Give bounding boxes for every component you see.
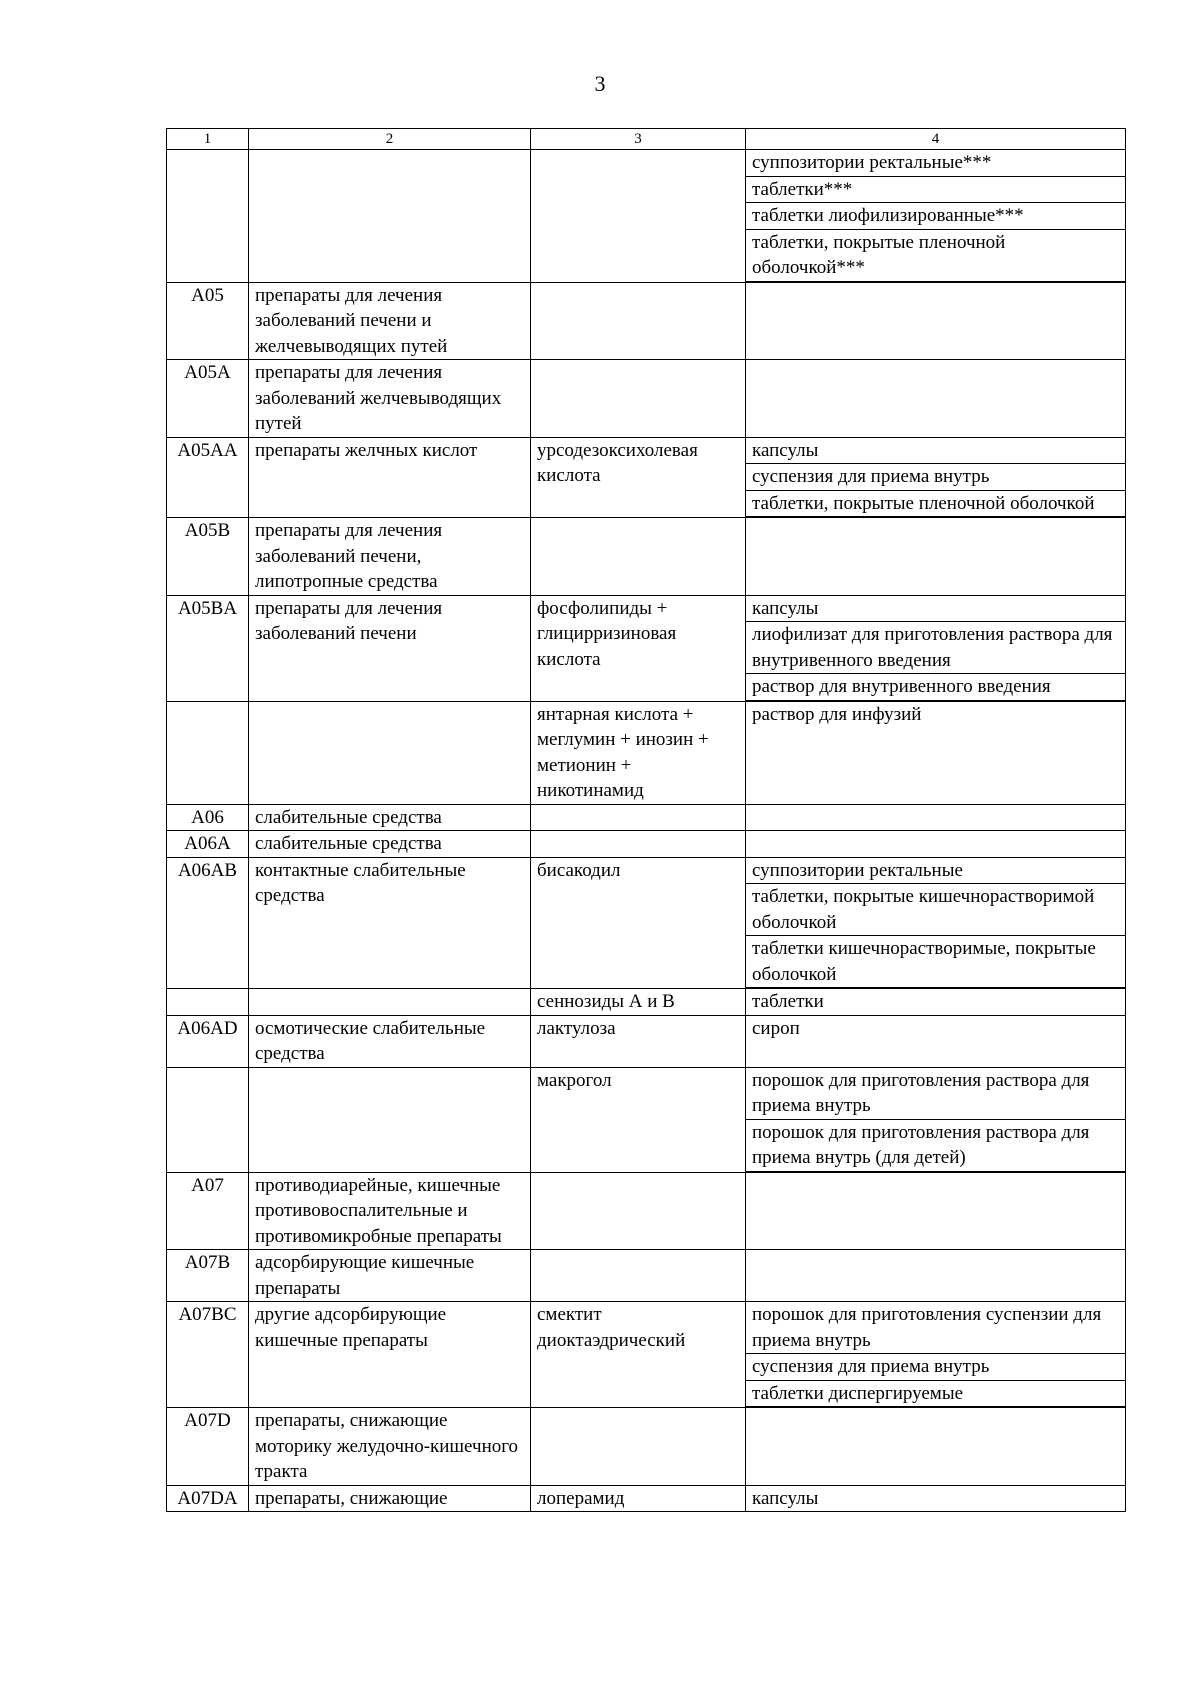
table-row bbox=[167, 1485, 1126, 1512]
dosage-form: суспензия для приема внутрь bbox=[746, 1353, 1125, 1380]
dosage-form: таблетки*** bbox=[746, 176, 1125, 203]
dosage-form: порошок для приготовления раствора для приема внутрь bbox=[752, 1069, 1090, 1116]
table-row bbox=[167, 1408, 1126, 1486]
dosage-form: капсулы bbox=[752, 597, 819, 619]
dosage-form: таблетки кишечнорастворимые, покрытые оболочкой bbox=[746, 935, 1125, 988]
group-name-cell: препараты для лечения заболеваний печени и желчевыводящих путей bbox=[249, 282, 531, 360]
dosage-form: сироп bbox=[752, 1017, 800, 1039]
dosage-forms-cell bbox=[746, 804, 1126, 831]
atc-code-cell: A05 bbox=[167, 282, 249, 360]
substance-cell: сеннозиды А и В bbox=[531, 989, 746, 1016]
group-name-cell: препараты для лечения заболеваний печени, липотропные средства bbox=[249, 518, 531, 596]
dosage-form: лиофилизат для приготовления раствора для внутривенного введения bbox=[746, 621, 1125, 673]
table-row bbox=[167, 518, 1126, 596]
column-number: 3 bbox=[531, 129, 746, 150]
dosage-forms-cell bbox=[746, 1250, 1126, 1302]
substance-cell bbox=[531, 804, 746, 831]
group-name-cell bbox=[249, 701, 531, 804]
dosage-forms-cell bbox=[746, 518, 1126, 596]
dosage-forms-cell bbox=[746, 701, 1126, 804]
dosage-forms-cell bbox=[746, 1015, 1126, 1067]
table-row bbox=[167, 1250, 1126, 1302]
atc-code-cell: A06AB bbox=[167, 857, 249, 989]
group-name-cell: осмотические слабительные средства bbox=[249, 1015, 531, 1067]
substance-cell: урсодезоксихолевая кислота bbox=[531, 437, 746, 518]
atc-code-cell: A07D bbox=[167, 1408, 249, 1486]
atc-code-cell: A07B bbox=[167, 1250, 249, 1302]
dosage-forms-cell bbox=[746, 1067, 1126, 1172]
group-name-cell: слабительные средства bbox=[249, 831, 531, 858]
dosage-form: капсулы bbox=[752, 1487, 819, 1509]
column-number: 2 bbox=[249, 129, 531, 150]
dosage-forms-cell bbox=[746, 831, 1126, 858]
column-number: 4 bbox=[746, 129, 1126, 150]
table-row bbox=[167, 989, 1126, 1016]
dosage-form: порошок для приготовления раствора для приема внутрь (для детей) bbox=[746, 1119, 1125, 1172]
dosage-forms-cell bbox=[746, 360, 1126, 438]
dosage-forms-cell bbox=[746, 1172, 1126, 1250]
atc-code-cell bbox=[167, 1067, 249, 1172]
dosage-forms-cell bbox=[746, 437, 1126, 518]
substance-cell: фосфолипиды + глицирризиновая кислота bbox=[531, 595, 746, 701]
atc-code-cell: A05A bbox=[167, 360, 249, 438]
group-name-cell: слабительные средства bbox=[249, 804, 531, 831]
drug-classification-table bbox=[166, 128, 1126, 1512]
table-row bbox=[167, 804, 1126, 831]
dosage-forms-cell bbox=[746, 1485, 1126, 1512]
atc-code-cell: A05AA bbox=[167, 437, 249, 518]
dosage-form: суппозитории ректальные bbox=[752, 859, 963, 881]
dosage-form: капсулы bbox=[752, 439, 819, 461]
dosage-form: таблетки лиофилизированные*** bbox=[746, 202, 1125, 229]
group-name-cell bbox=[249, 1067, 531, 1172]
atc-code-cell bbox=[167, 989, 249, 1016]
column-number: 1 bbox=[167, 129, 249, 150]
page-number: 3 bbox=[594, 71, 606, 96]
dosage-form: раствор для внутривенного введения bbox=[746, 673, 1125, 701]
group-name-cell: препараты желчных кислот bbox=[249, 437, 531, 518]
group-name-cell bbox=[249, 989, 531, 1016]
substance-cell bbox=[531, 282, 746, 360]
substance-cell: смектит диоктаэдрический bbox=[531, 1302, 746, 1408]
dosage-form: таблетки, покрытые пленочной оболочкой bbox=[746, 490, 1125, 518]
group-name-cell bbox=[249, 150, 531, 283]
table-row bbox=[167, 360, 1126, 438]
substance-cell: лактулоза bbox=[531, 1015, 746, 1067]
group-name-cell: препараты для лечения заболеваний печени bbox=[249, 595, 531, 701]
group-name-cell: препараты для лечения заболеваний желчевыводящих путей bbox=[249, 360, 531, 438]
substance-cell: лоперамид bbox=[531, 1485, 746, 1512]
dosage-form: таблетки bbox=[752, 991, 824, 1012]
dosage-form: суппозитории ректальные*** bbox=[752, 152, 992, 173]
dosage-forms-cell bbox=[746, 595, 1126, 701]
group-name-cell: противодиарейные, кишечные противовоспалительные и противомикробные препараты bbox=[249, 1172, 531, 1250]
table-row bbox=[167, 595, 1126, 701]
substance-cell bbox=[531, 1250, 746, 1302]
group-name-cell: препараты, снижающие bbox=[249, 1485, 531, 1512]
table-row bbox=[167, 437, 1126, 518]
table-row bbox=[167, 1302, 1126, 1408]
table-row bbox=[167, 857, 1126, 989]
table-row bbox=[167, 1172, 1126, 1250]
substance-cell bbox=[531, 831, 746, 858]
dosage-forms-cell bbox=[746, 857, 1126, 989]
substance-cell bbox=[531, 360, 746, 438]
substance-cell: макрогол bbox=[531, 1067, 746, 1172]
dosage-form: таблетки диспергируемые bbox=[746, 1380, 1125, 1408]
atc-code-cell: A06 bbox=[167, 804, 249, 831]
dosage-forms-cell bbox=[746, 989, 1126, 1016]
dosage-forms-cell bbox=[746, 282, 1126, 360]
atc-code-cell: A05BA bbox=[167, 595, 249, 701]
substance-cell bbox=[531, 518, 746, 596]
dosage-form: суспензия для приема внутрь bbox=[746, 463, 1125, 490]
group-name-cell: адсорбирующие кишечные препараты bbox=[249, 1250, 531, 1302]
dosage-form: раствор для инфузий bbox=[752, 703, 922, 725]
dosage-forms-cell bbox=[746, 150, 1126, 283]
group-name-cell: контактные слабительные средства bbox=[249, 857, 531, 989]
substance-cell bbox=[531, 1408, 746, 1486]
table-row bbox=[167, 831, 1126, 858]
table-row bbox=[167, 1067, 1126, 1172]
dosage-forms-cell bbox=[746, 1302, 1126, 1408]
table-body bbox=[167, 150, 1126, 1512]
atc-code-cell: A05B bbox=[167, 518, 249, 596]
dosage-forms-cell bbox=[746, 1408, 1126, 1486]
table-row bbox=[167, 701, 1126, 804]
table-row bbox=[167, 282, 1126, 360]
group-name-cell: другие адсорбирующие кишечные препараты bbox=[249, 1302, 531, 1408]
table-row bbox=[167, 150, 1126, 283]
atc-code-cell: A07BC bbox=[167, 1302, 249, 1408]
atc-code-cell: A06A bbox=[167, 831, 249, 858]
dosage-form: порошок для приготовления суспензии для приема внутрь bbox=[752, 1304, 1102, 1351]
atc-code-cell: A07 bbox=[167, 1172, 249, 1250]
substance-cell: янтарная кислота + меглумин + инозин + метионин + никотинамид bbox=[531, 701, 746, 804]
atc-code-cell: A06AD bbox=[167, 1015, 249, 1067]
dosage-form: таблетки, покрытые кишечнорастворимой оболочкой bbox=[746, 883, 1125, 935]
dosage-form: таблетки, покрытые пленочной оболочкой*** bbox=[746, 229, 1125, 282]
table-row bbox=[167, 1015, 1126, 1067]
group-name-cell: препараты, снижающие моторику желудочно-кишечного тракта bbox=[249, 1408, 531, 1486]
atc-code-cell bbox=[167, 701, 249, 804]
column-number-row bbox=[167, 129, 1126, 150]
substance-cell: бисакодил bbox=[531, 857, 746, 989]
atc-code-cell bbox=[167, 150, 249, 283]
atc-code-cell: A07DA bbox=[167, 1485, 249, 1512]
substance-cell bbox=[531, 150, 746, 283]
substance-cell bbox=[531, 1172, 746, 1250]
